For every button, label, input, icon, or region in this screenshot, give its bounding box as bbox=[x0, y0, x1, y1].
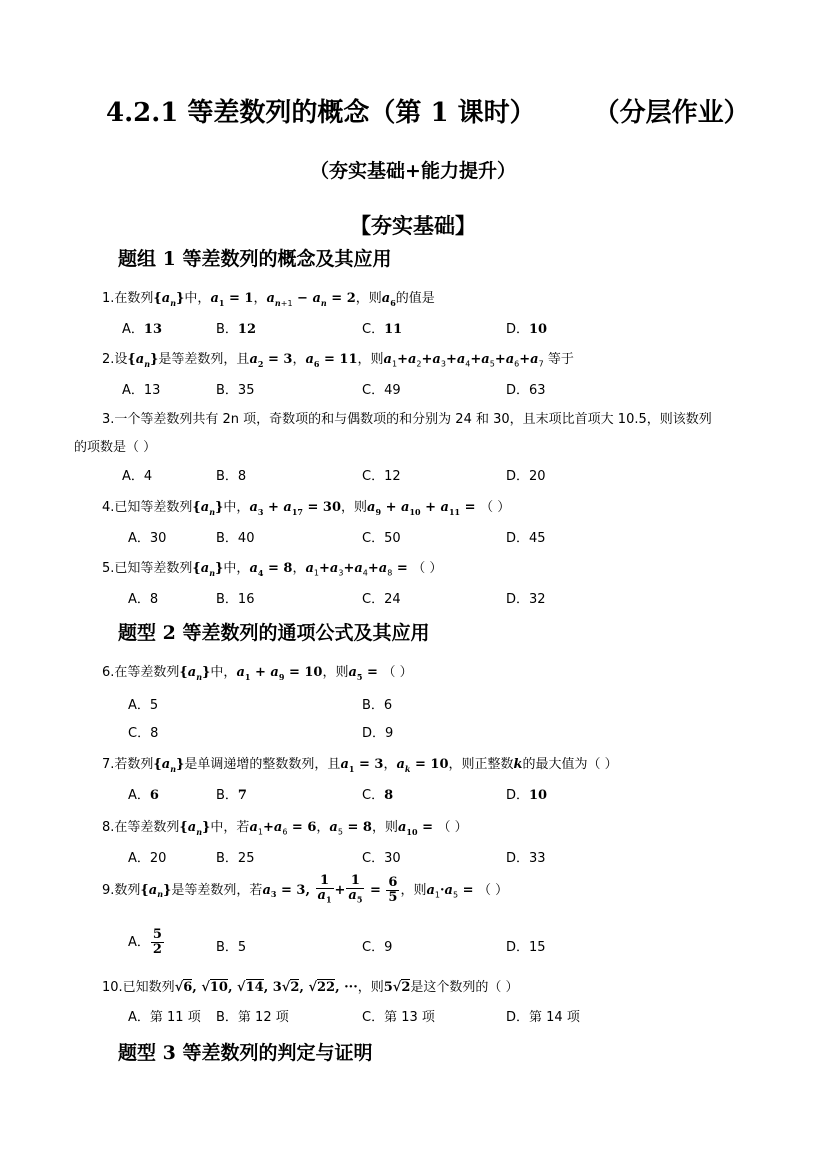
q7-option-d[interactable]: D．10 bbox=[506, 788, 548, 803]
question-1: 1.在数列$\{a_n\}$中，$a_1 = 1$，$a_{n+1} - a_n = 2$，则$a_6$的值是 bbox=[102, 291, 435, 308]
question-4: 4.已知等差数列$\{a_n\}$中，$a_3 + a_{17} = 30$，则$a_9 + a_{10} + a_{11}$ = （ ） bbox=[102, 500, 511, 517]
page-title bbox=[106, 92, 750, 129]
q2-option-d[interactable]: D．63 bbox=[506, 383, 546, 398]
question-8: 8.在等差数列$\{a_n\}$中，若$a_1+a_6 = 6$，$a_5 = 8$，则$a_{10}$ = （ ） bbox=[102, 820, 468, 837]
question-9: 9.数列$\{a_n\}$是等差数列，若$a_3 = 3$, $\frac{1}{a_1}$ + $\frac{1}{a_5}$ = $\frac{6}{5}$ ，则$a_1\cdot a_5$ = （ ） bbox=[102, 873, 509, 905]
fraction-1-over-a1: $\frac{1}{a_1}$ bbox=[317, 873, 332, 905]
q10-option-c[interactable]: C．第 13 项 bbox=[362, 1010, 435, 1025]
q2-option-b[interactable]: B．35 bbox=[216, 383, 255, 398]
q1-option-b[interactable]: B．12 bbox=[216, 322, 257, 337]
group-heading-3: 题型 3 等差数列的判定与证明 bbox=[118, 1042, 373, 1064]
question-7: 7.若数列$\{a_n\}$是单调递增的整数数列，且$a_1 = 3$，$a_k = 10$，则正整数k的最大值为（ ） bbox=[102, 757, 618, 774]
q8-option-b[interactable]: B．25 bbox=[216, 851, 255, 866]
q7-option-b[interactable]: B．7 bbox=[216, 788, 247, 803]
subtitle: （夯实基础+能力提升） bbox=[310, 160, 516, 182]
question-3-line-2: 的项数是（ ） bbox=[74, 440, 157, 455]
q4-option-c[interactable]: C．50 bbox=[362, 531, 401, 546]
title-tag: （分层作业） bbox=[593, 98, 750, 128]
group-heading-1: 题组 1 等差数列的概念及其应用 bbox=[118, 248, 392, 270]
q6-option-c[interactable]: C．8 bbox=[128, 726, 159, 741]
question-2: 2.设$\{a_n\}$是等差数列，且$a_2 = 3$，$a_6 = 11$，则$a_1+a_2+a_3+a_4+a_5+a_6+a_7$ 等于 bbox=[102, 352, 574, 369]
q3-option-a[interactable]: A．4 bbox=[122, 469, 153, 484]
fraction-1-over-a5: $\frac{1}{a_5}$ bbox=[348, 873, 363, 905]
q3-option-b[interactable]: B．8 bbox=[216, 469, 247, 484]
q7-option-a[interactable]: A．6 bbox=[128, 788, 159, 803]
title-main: 4.2.1 等差数列的概念（第 1 课时） bbox=[106, 98, 536, 128]
q5-option-a[interactable]: A．8 bbox=[128, 592, 159, 607]
fraction-5-over-2: $\frac{5}{2}$ bbox=[152, 927, 162, 957]
q8-option-d[interactable]: D．33 bbox=[506, 851, 546, 866]
q3-option-c[interactable]: C．12 bbox=[362, 469, 401, 484]
q9-option-c[interactable]: C．9 bbox=[362, 940, 393, 955]
q9-option-d[interactable]: D．15 bbox=[506, 940, 546, 955]
q5-option-b[interactable]: B．16 bbox=[216, 592, 255, 607]
question-6: 6.在等差数列$\{a_n\}$中，$a_1 + a_9 = 10$，则$a_5$ = （ ） bbox=[102, 665, 413, 682]
q4-option-d[interactable]: D．45 bbox=[506, 531, 546, 546]
section-heading: 【夯实基础】 bbox=[350, 213, 476, 238]
q5-option-c[interactable]: C．24 bbox=[362, 592, 401, 607]
q1-option-a[interactable]: A．13 bbox=[122, 322, 162, 337]
question-3-line-1: 3.一个等差数列共有 2n 项，奇数项的和与偶数项的和分别为 24 和 30，且末项比首项大 10.5，则该数列 bbox=[102, 412, 712, 427]
q4-option-a[interactable]: A．30 bbox=[128, 531, 167, 546]
q6-option-d[interactable]: D．9 bbox=[362, 726, 394, 741]
q8-option-c[interactable]: C．30 bbox=[362, 851, 401, 866]
q10-option-a[interactable]: A．第 11 项 bbox=[128, 1010, 201, 1025]
q9-option-b[interactable]: B．5 bbox=[216, 940, 247, 955]
q1-option-c[interactable]: C．11 bbox=[362, 322, 403, 337]
q3-option-d[interactable]: D．20 bbox=[506, 469, 546, 484]
q6-option-a[interactable]: A．5 bbox=[128, 698, 159, 713]
q9-option-a[interactable]: A． $\frac{5}{2}$ bbox=[128, 927, 162, 957]
q10-option-b[interactable]: B．第 12 项 bbox=[216, 1010, 289, 1025]
q8-option-a[interactable]: A．20 bbox=[128, 851, 167, 866]
q4-option-b[interactable]: B．40 bbox=[216, 531, 255, 546]
q5-option-d[interactable]: D．32 bbox=[506, 592, 546, 607]
question-5: 5.已知等差数列$\{a_n\}$中，$a_4 = 8$，$a_1+a_3+a_4+a_8$ = （ ） bbox=[102, 561, 443, 578]
fraction-6-over-5: $\frac{6}{5}$ bbox=[388, 874, 398, 905]
group-heading-2: 题型 2 等差数列的通项公式及其应用 bbox=[118, 622, 430, 644]
q2-option-a[interactable]: A．13 bbox=[122, 383, 161, 398]
question-10: 10.已知数列√6, √10, √14, 3√2, √22, ···，则5√2是这个数列的（ ） bbox=[102, 980, 519, 995]
q1-option-d[interactable]: D．10 bbox=[506, 322, 548, 337]
q10-option-d[interactable]: D．第 14 项 bbox=[506, 1010, 580, 1025]
q2-option-c[interactable]: C．49 bbox=[362, 383, 401, 398]
q7-option-c[interactable]: C．8 bbox=[362, 788, 394, 803]
q6-option-b[interactable]: B．6 bbox=[362, 698, 393, 713]
